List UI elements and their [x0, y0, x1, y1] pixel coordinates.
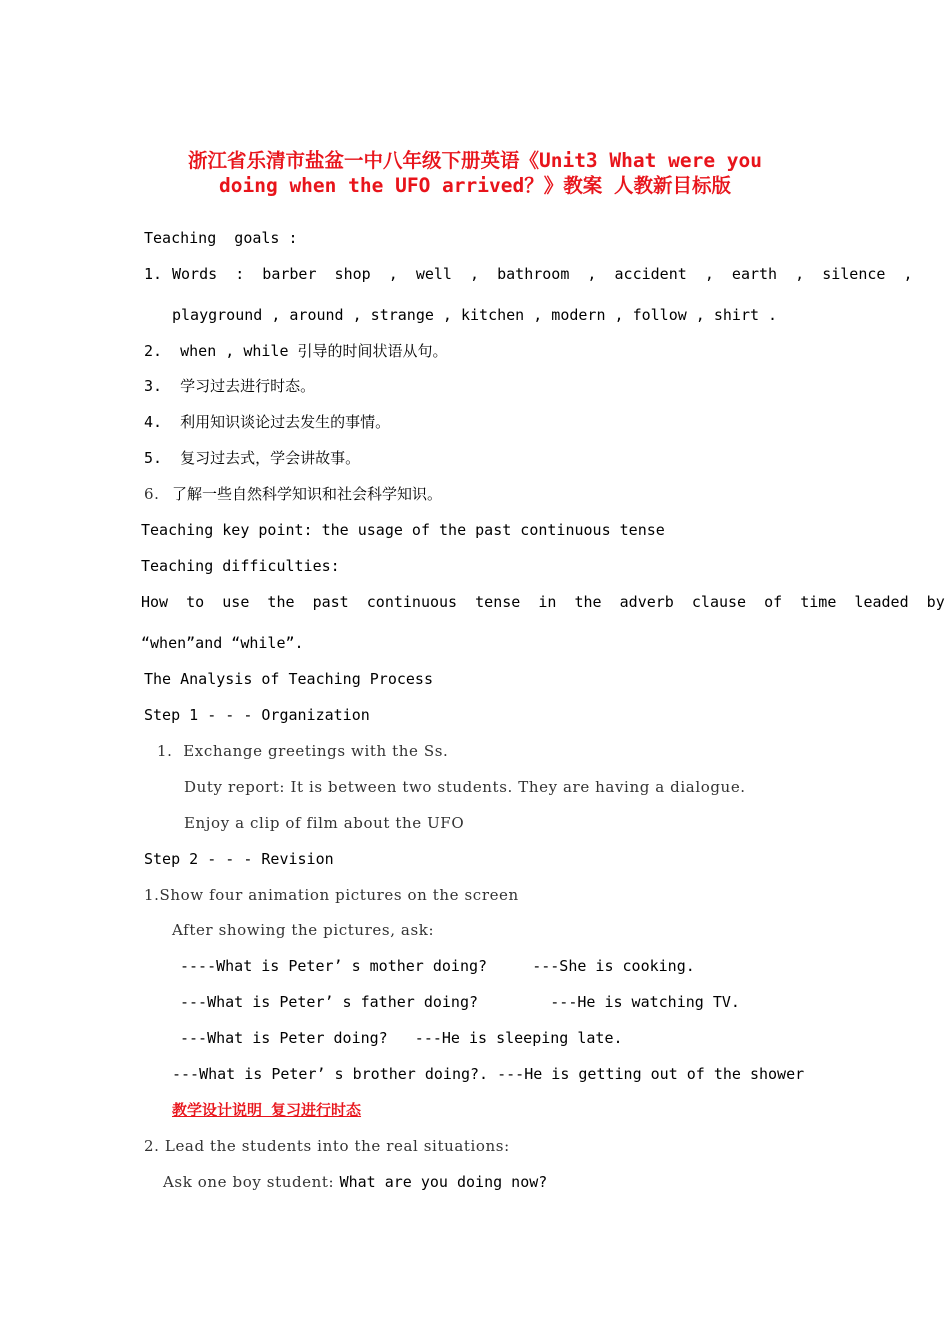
goal-5: 5. 复习过去式，学会讲故事。	[144, 449, 361, 467]
teaching-goals-heading: Teaching goals :	[144, 229, 298, 247]
dialogue-line-3: ---What is Peter doing? ---He is sleeping late.	[180, 1029, 623, 1047]
step-2-item-1: 1.Show four animation pictures on the screen	[144, 886, 519, 904]
page-title	[120, 148, 830, 198]
analysis-heading: The Analysis of Teaching Process	[144, 670, 433, 688]
dialogue-line-4: ---What is Peter’ s brother doing?. ---He is getting out of the shower	[172, 1065, 805, 1083]
key-point: Teaching key point: the usage of the past continuous tense	[141, 521, 665, 539]
goal-6: 了解一些自然科学知识和社会科学知识。	[172, 485, 443, 503]
step-2-item-2: 2. Lead the students into the real situations:	[144, 1137, 510, 1155]
difficulties-heading: Teaching difficulties:	[141, 557, 340, 575]
goal-3: 3. 学习过去进行时态。	[144, 377, 316, 395]
goal-4: 4. 利用知识谈论过去发生的事情。	[144, 413, 391, 431]
ask-question: What are you doing now?	[339, 1173, 548, 1191]
step-1-heading: Step 1 - - - Organization	[144, 706, 370, 724]
dialogue-line-1: ----What is Peter’ s mother doing? ---She is cooking.	[180, 957, 695, 975]
title-line-1: 浙江省乐清市盐盆一中八年级下册英语《Unit3 What were you	[187, 149, 763, 172]
goal-6-number: 6.	[144, 485, 160, 503]
goal-1-words: Words : barber shop , well , bathroom , accident , earth , silence ,	[172, 265, 913, 283]
step-1-item-1: 1. Exchange greetings with the Ss.	[157, 742, 449, 760]
step-1-film-clip: Enjoy a clip of film about the UFO	[184, 814, 465, 832]
goal-1-number: 1.	[144, 265, 163, 283]
step-1-duty-report: Duty report: It is between two students. They are having a dialogue.	[184, 778, 746, 796]
ask-prefix: Ask one boy student:	[163, 1173, 340, 1191]
dialogue-line-2: ---What is Peter’ s father doing? ---He is watching TV.	[180, 993, 740, 1011]
goal-2: 2. when , while 引导的时间状语从句。	[144, 342, 448, 360]
difficulties-line-2: “when”and “while”.	[141, 634, 304, 652]
goal-1-words-continued: playground , around , strange , kitchen , modern , follow , shirt .	[172, 306, 778, 324]
difficulties-line-1: How to use the past continuous tense in the adverb clause of time leaded by	[141, 593, 945, 611]
step-2-heading: Step 2 - - - Revision	[144, 850, 334, 868]
title-line-2: doing when the UFO arrived？》教案 人教新目标版	[219, 174, 731, 197]
ask-line	[163, 1172, 547, 1192]
step-2-after-showing: After showing the pictures, ask:	[172, 921, 435, 939]
design-note: 教学设计说明 复习进行时态	[172, 1101, 362, 1119]
